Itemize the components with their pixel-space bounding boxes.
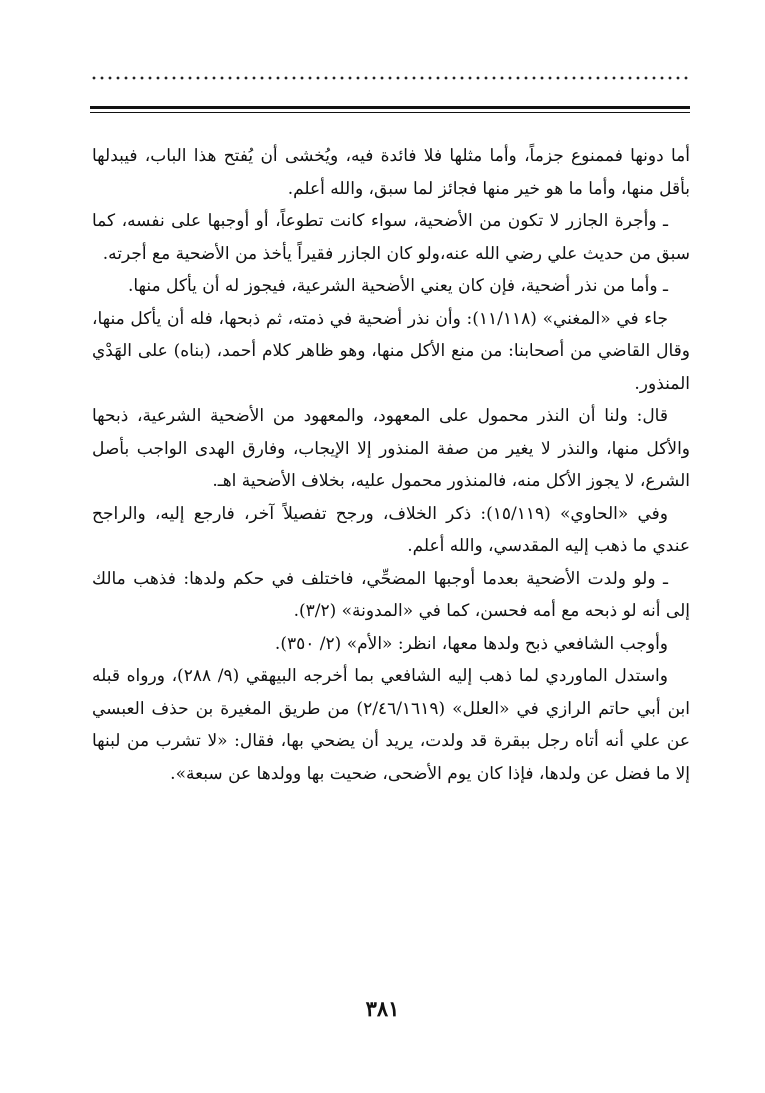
paragraph-6: وفي «الحاوي» (١٥/١١٩): ذكر الخلاف، ورجح تفصيلاً آخر، فارجع إليه، والراجح عندي ما ذهب إليه المقدسي، والله أعلم. (92, 503, 690, 556)
paragraph-7: ـ ولو ولدت الأضحية بعدما أوجبها المضحِّي، فاختلف في حكم ولدها: فذهب مالك إلى أنه لو ذبحه مع أمه فحسن، كما في «المدونة» (٣/٢). (92, 568, 690, 621)
paragraph-5: قال: ولنا أن النذر محمول على المعهود، والمعهود من الأضحية الشرعية، ذبحها والأكل منها، والنذر لا يغير من صفة المنذور إلا الإيجاب، وفارق الهدى الواجب بأصل الشرع، لا يجوز الأكل منه، فالمنذور محمول عليه، بخلاف الأضحية اهـ. (92, 406, 690, 491)
paragraph-1: أما دونها فممنوع جزماً، وأما مثلها فلا فائدة فيه، ويُخشى أن يُفتح هذا الباب، فيبدلها بأقل منها، وأما ما هو خير منها فجائز لما سبق، والله أعلم. (92, 146, 690, 199)
page-body (92, 140, 690, 790)
paragraph-3: ـ وأما من نذر أضحية، فإن كان يعني الأضحية الشرعية، فيجوز له أن يأكل منها. (127, 276, 668, 296)
paragraph-8: وأوجب الشافعي ذبح ولدها معها، انظر: «الأم» (٢/ ٣٥٠). (274, 633, 668, 654)
paragraph-2: ـ وأجرة الجازر لا تكون من الأضحية، سواء كانت تطوعاً، أو أوجبها على نفسه، كما سبق من حديث علي رضي الله عنه،ولو كان الجازر فقيراً يأخذ من الأضحية مع أجرته. (92, 211, 690, 264)
paragraph-9: واستدل الماوردي لما ذهب إليه الشافعي بما أخرجه البيهقي (٩/ ٢٨٨)، ورواه قبله ابن أبي حاتم الرازي في «العلل» (٢/٤٦/١٦١٩) من طريق المغيرة بن حذف العبسي عن علي أنه أتاه رجل ببقرة قد ولدت، يريد أن يضحي بها، فقال: «لا تشرب من لبنها إلا ما فضل عن ولدها، فإذا كان يوم الأضحى، ضحيت بها وولدها عن سبعة». (92, 666, 690, 784)
paragraph-4: جاء في «المغني» (١١/١١٨): وأن نذر أضحية في ذمته، ثم ذبحها، فله أن يأكل منها، وقال القاضي من أصحابنا: من منع الأكل منها، وهو ظاهر كلام أحمد، (بناه) على الهَدْي المنذور. (92, 308, 690, 394)
header-rule-thin (90, 112, 690, 113)
page-number: ٣٨١ (365, 996, 400, 1021)
header-rule-thick (90, 106, 690, 109)
header-dotted-line (90, 76, 690, 80)
